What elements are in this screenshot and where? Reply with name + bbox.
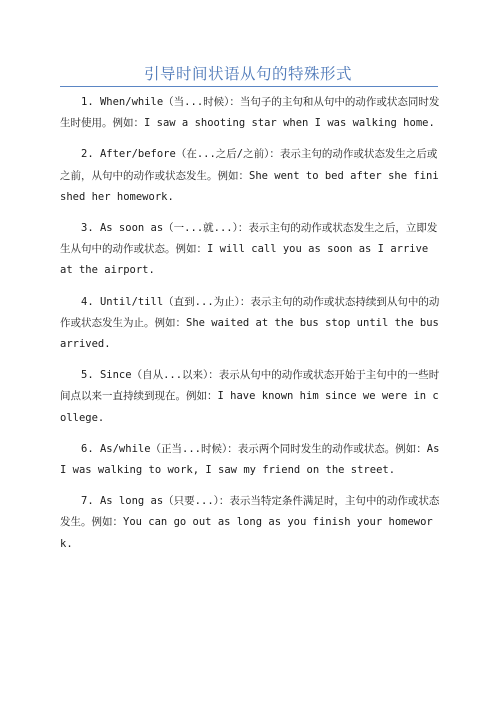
list-item-2: 2. After/before（在...之后/之前）：表示主句的动作或状态发生之后或之前，从句中的动作或状态发生。例如：She went to bed after she finished her homework. [60, 148, 439, 203]
list-item-5: 5. Since（自从...以来）：表示从句中的动作或状态开始于主句中的一些时间点以来一直持续到现在。例如：I have known him since we were in college. [60, 369, 440, 424]
list-item-4: 4. Until/till（直到...为止）：表示主句的动作或状态持续到从句中的动作或状态发生为止。例如：She waited at the bus stop until the bus arrived. [60, 295, 440, 351]
list-item-3: 3. As soon as（一...就...）：表示主句的动作或状态发生之后，立即发生从句中的动作或状态。例如：I will call you as soon as I arrive at the airport. [60, 222, 438, 277]
page-title: 引导时间状语从句的特殊形式 [143, 65, 352, 83]
list-item-7: 7. As long as（只要...）：表示当特定条件满足时，主句中的动作或状态发生。例如：You can go out as long as you finish your homework. [60, 495, 440, 550]
title-underline [60, 86, 438, 87]
document-body [60, 92, 440, 565]
list-item-1: 1. When/while（当...时候）：当句子的主句和从句中的动作或状态同时发生时使用。例如：I saw a shooting star when I was walking home. [60, 96, 440, 130]
list-item-6: 6. As/while（正当...时候）：表示两个同时发生的动作或状态。例如：As I was walking to work, I saw my friend on the street. [60, 442, 440, 477]
